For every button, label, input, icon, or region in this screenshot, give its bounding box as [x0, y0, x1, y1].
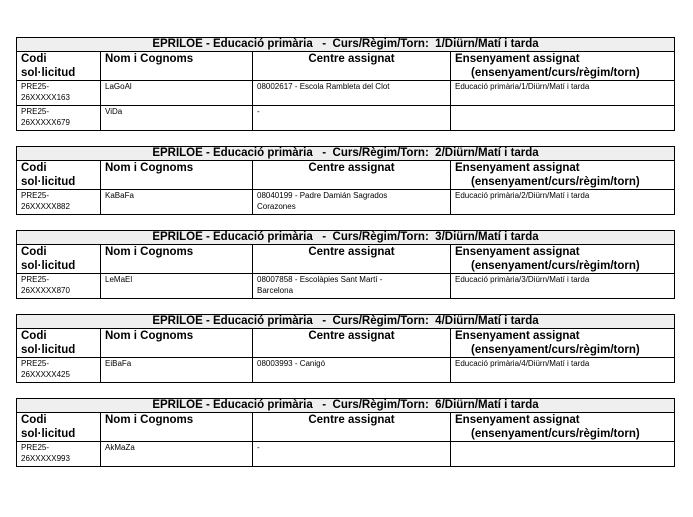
- group-title: EPRILOE - Educació primària - Curs/Règim/Torn: 2/Diürn/Matí i tarda: [17, 147, 675, 161]
- header-ensenyament: [451, 329, 675, 358]
- group-table: [16, 398, 675, 467]
- header-ensenyament-line2: (ensenyament/curs/règim/torn): [471, 67, 640, 79]
- header-ensenyament-line1: Ensenyament assignat: [455, 162, 580, 174]
- group-title: EPRILOE - Educació primària - Curs/Règim/Torn: 6/Diürn/Matí i tarda: [17, 399, 675, 413]
- header-ensenyament-line2: (ensenyament/curs/règim/torn): [471, 176, 640, 188]
- group-title: EPRILOE - Educació primària - Curs/Règim/Torn: 1/Diürn/Matí i tarda: [17, 38, 675, 52]
- header-centre: Centre assignat: [253, 329, 451, 358]
- cell-ensenyament: [451, 442, 675, 467]
- group-table: [16, 314, 675, 383]
- header-nom: Nom i Cognoms: [101, 52, 253, 81]
- header-ensenyament-line2: (ensenyament/curs/règim/torn): [471, 260, 640, 272]
- cell-nom: LeMaEl: [101, 274, 253, 299]
- cell-ensenyament: Educació primària/2/Diürn/Matí i tarda: [451, 190, 675, 215]
- header-ensenyament: [451, 413, 675, 442]
- header-codi: Codi sol·licitud: [17, 245, 101, 274]
- header-codi: Codi sol·licitud: [17, 52, 101, 81]
- header-ensenyament-line1: Ensenyament assignat: [455, 330, 580, 342]
- cell-centre: -: [253, 106, 451, 131]
- header-centre: Centre assignat: [253, 245, 451, 274]
- group-title: EPRILOE - Educació primària - Curs/Règim/Torn: 4/Diürn/Matí i tarda: [17, 315, 675, 329]
- header-ensenyament: [451, 52, 675, 81]
- cell-ensenyament: Educació primària/3/Diürn/Matí i tarda: [451, 274, 675, 299]
- cell-nom: LaGoAl: [101, 81, 253, 106]
- header-nom: Nom i Cognoms: [101, 329, 253, 358]
- table-row: [17, 190, 675, 215]
- header-ensenyament-line2: (ensenyament/curs/règim/torn): [471, 428, 640, 440]
- header-ensenyament: [451, 161, 675, 190]
- header-codi: Codi sol·licitud: [17, 329, 101, 358]
- table-row: [17, 358, 675, 383]
- cell-codi: PRE25- 26XXXXX425: [17, 358, 101, 383]
- group-title: EPRILOE - Educació primària - Curs/Règim/Torn: 3/Diürn/Matí i tarda: [17, 231, 675, 245]
- group-table: [16, 146, 675, 215]
- header-codi: Codi sol·licitud: [17, 413, 101, 442]
- cell-ensenyament: Educació primària/1/Diürn/Matí i tarda: [451, 81, 675, 106]
- header-ensenyament-line1: Ensenyament assignat: [455, 53, 580, 65]
- header-centre: Centre assignat: [253, 161, 451, 190]
- header-ensenyament-line1: Ensenyament assignat: [455, 246, 580, 258]
- cell-centre: -: [253, 442, 451, 467]
- table-row: [17, 106, 675, 131]
- table-row: [17, 81, 675, 106]
- cell-codi: PRE25- 26XXXXX870: [17, 274, 101, 299]
- cell-nom: AkMaZa: [101, 442, 253, 467]
- assignment-report: [16, 37, 674, 482]
- header-nom: Nom i Cognoms: [101, 161, 253, 190]
- table-row: [17, 442, 675, 467]
- table-row: [17, 274, 675, 299]
- cell-centre: 08040199 - Padre Damián Sagrados Corazones: [253, 190, 451, 215]
- header-nom: Nom i Cognoms: [101, 245, 253, 274]
- cell-codi: PRE25- 26XXXXX882: [17, 190, 101, 215]
- header-nom: Nom i Cognoms: [101, 413, 253, 442]
- group-table: [16, 230, 675, 299]
- cell-codi: PRE25- 26XXXXX993: [17, 442, 101, 467]
- header-centre: Centre assignat: [253, 413, 451, 442]
- cell-centre: 08003993 - Canigó: [253, 358, 451, 383]
- cell-ensenyament: Educació primària/4/Diürn/Matí i tarda: [451, 358, 675, 383]
- cell-centre: 08002617 - Escola Rambleta del Clot: [253, 81, 451, 106]
- cell-nom: ViDa: [101, 106, 253, 131]
- cell-nom: KaBaFa: [101, 190, 253, 215]
- cell-nom: EiBaFa: [101, 358, 253, 383]
- header-ensenyament-line1: Ensenyament assignat: [455, 414, 580, 426]
- header-ensenyament: [451, 245, 675, 274]
- cell-codi: PRE25- 26XXXXX679: [17, 106, 101, 131]
- cell-ensenyament: [451, 106, 675, 131]
- header-codi: Codi sol·licitud: [17, 161, 101, 190]
- cell-centre: 08007858 - Escolàpies Sant Martí - Barcelona: [253, 274, 451, 299]
- header-centre: Centre assignat: [253, 52, 451, 81]
- cell-codi: PRE25- 26XXXXX163: [17, 81, 101, 106]
- header-ensenyament-line2: (ensenyament/curs/règim/torn): [471, 344, 640, 356]
- group-table: [16, 37, 675, 131]
